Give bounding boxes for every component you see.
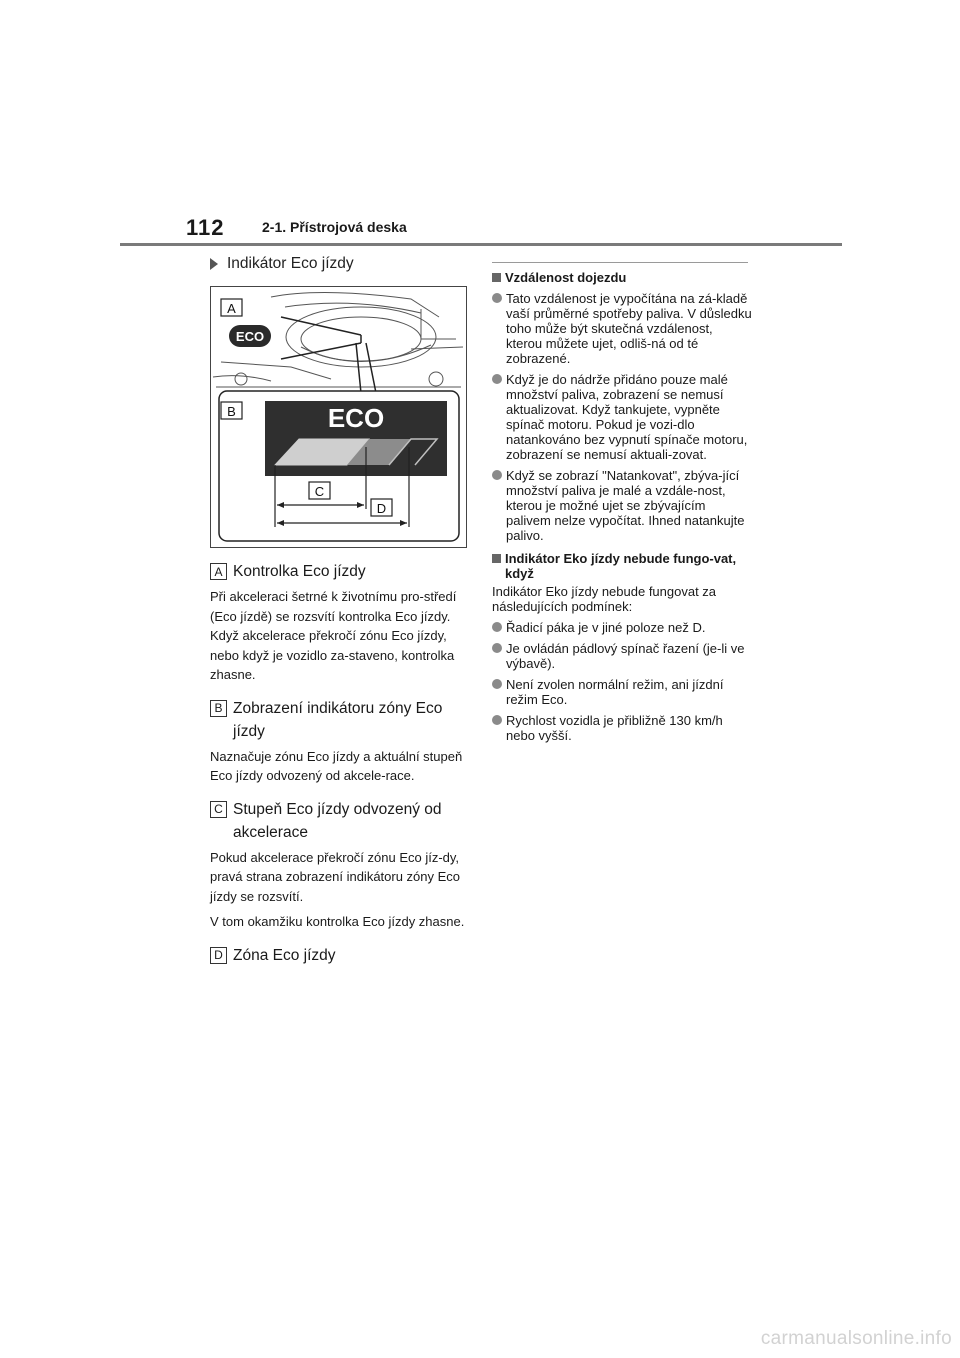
right-column bbox=[492, 262, 752, 743]
watermark: carmanualsonline.info bbox=[760, 1328, 952, 1349]
bullet-item bbox=[492, 713, 752, 743]
callout-b: B bbox=[227, 404, 236, 419]
section-intro: Indikátor Eko jízdy nebude fungovat za následujících podmínek: bbox=[492, 584, 717, 614]
bullet-text: Je ovládán pádlový spínač řazení (je-li ve výbavě). bbox=[506, 641, 745, 671]
section-eco-indicator-conditions bbox=[492, 551, 752, 743]
item-d bbox=[210, 944, 468, 967]
bullet-text: Když se zobrazí "Natankovat", zbýva-jící množství paliva je malé a vzdále-nost, kterou je možné ujet se zbývajícím palivem nelze vypočítat. Ihned natankujte palivo. bbox=[506, 468, 745, 543]
item-a bbox=[210, 560, 468, 685]
eco-display-text: ECO bbox=[327, 403, 385, 433]
triangle-bullet-icon bbox=[210, 258, 218, 270]
bullet-item bbox=[492, 291, 752, 366]
bullet-item bbox=[492, 468, 752, 543]
square-bullet-icon bbox=[492, 273, 501, 282]
item-label bbox=[210, 798, 468, 844]
callout-c: C bbox=[314, 484, 325, 499]
callout-a: A bbox=[227, 301, 236, 316]
header-rule bbox=[120, 243, 842, 246]
section-heading bbox=[492, 551, 752, 581]
dot-bullet-icon bbox=[492, 622, 502, 632]
item-paragraph: Naznačuje zónu Eco jízdy a aktuální stupeň Eco jízdy odvozený od akcele-race. bbox=[210, 748, 463, 783]
item-body bbox=[210, 848, 468, 932]
bullet-item bbox=[492, 641, 752, 671]
section-heading-text: Indikátor Eko jízdy nebude fungo-vat, když bbox=[505, 551, 737, 581]
item-paragraph: Při akceleraci šetrné k životnímu pro-středí (Eco jízdě) se rozsvítí kontrolka Eco jízdy. Když akcelerace překročí zónu Eco jízdy, nebo když je vozidlo za-staveno, kontrolka zhasne. bbox=[210, 589, 457, 682]
item-paragraph: Pokud akcelerace překročí zónu Eco jíz-dy, pravá strana zobrazení indikátoru zóny Eco jízdy se rozsvítí. bbox=[210, 849, 461, 904]
bullet-text: Není zvolen normální režim, ani jízdní režim Eco. bbox=[506, 677, 724, 707]
item-label bbox=[210, 560, 468, 583]
item-body bbox=[210, 587, 468, 685]
subheading-text: Indikátor Eco jízdy bbox=[227, 255, 354, 272]
right-column-rule bbox=[492, 262, 748, 263]
section-range bbox=[492, 270, 752, 543]
item-title: Zóna Eco jízdy bbox=[233, 946, 336, 964]
left-column bbox=[210, 255, 468, 967]
bullet-text: Když je do nádrže přidáno pouze malé množství paliva, zobrazení se nemusí aktualizovat. Když tankujete, vypněte spínač motoru. Pokud je vozi-dlo natankováno bez vypnutí spínače motoru, zobrazení se nemusí aktuali-zovat. bbox=[506, 372, 748, 462]
section-heading-text: Vzdálenost dojezdu bbox=[505, 270, 627, 285]
badge: B bbox=[210, 700, 227, 717]
item-title: Zobrazení indikátoru zóny Eco jízdy bbox=[233, 699, 443, 740]
badge: C bbox=[210, 801, 227, 818]
item-body bbox=[210, 747, 468, 786]
bullet-text: Rychlost vozidla je přibližně 130 km/h nebo vyšší. bbox=[506, 713, 723, 743]
dot-bullet-icon bbox=[492, 470, 502, 480]
subheading bbox=[210, 255, 468, 273]
dashboard-illustration bbox=[211, 287, 466, 547]
dot-bullet-icon bbox=[492, 715, 502, 725]
item-title: Stupeň Eco jízdy odvozený od akcelerace bbox=[233, 800, 442, 841]
dot-bullet-icon bbox=[492, 679, 502, 689]
bullet-item bbox=[492, 372, 752, 462]
bullet-text: Řadicí páka je v jiné poloze než D. bbox=[506, 620, 706, 635]
dot-bullet-icon bbox=[492, 643, 502, 653]
badge: A bbox=[210, 563, 227, 580]
bullet-item bbox=[492, 677, 752, 707]
section-title: 2-1. Přístrojová deska bbox=[262, 219, 407, 235]
square-bullet-icon bbox=[492, 554, 501, 563]
section-heading bbox=[492, 270, 752, 285]
dot-bullet-icon bbox=[492, 293, 502, 303]
item-list bbox=[210, 560, 468, 967]
item-title: Kontrolka Eco jízdy bbox=[233, 563, 366, 580]
item-label bbox=[210, 944, 468, 967]
bullet-text: Tato vzdálenost je vypočítána na zá-kladě vaší průměrné spotřeby paliva. V důsledku toho může být skutečná vzdálenost, kterou můžete ujet, odliš-ná od té zobrazené. bbox=[506, 291, 752, 366]
eco-indicator-figure bbox=[210, 286, 467, 548]
page-number: 112 bbox=[186, 215, 225, 240]
dot-bullet-icon bbox=[492, 374, 502, 384]
item-label bbox=[210, 697, 468, 743]
item-b bbox=[210, 697, 468, 786]
item-paragraph: V tom okamžiku kontrolka Eco jízdy zhasne. bbox=[210, 914, 465, 929]
callout-d: D bbox=[376, 501, 387, 516]
bullet-item bbox=[492, 620, 752, 635]
badge: D bbox=[210, 947, 227, 964]
eco-lamp-text: ECO bbox=[235, 329, 265, 344]
item-c bbox=[210, 798, 468, 932]
